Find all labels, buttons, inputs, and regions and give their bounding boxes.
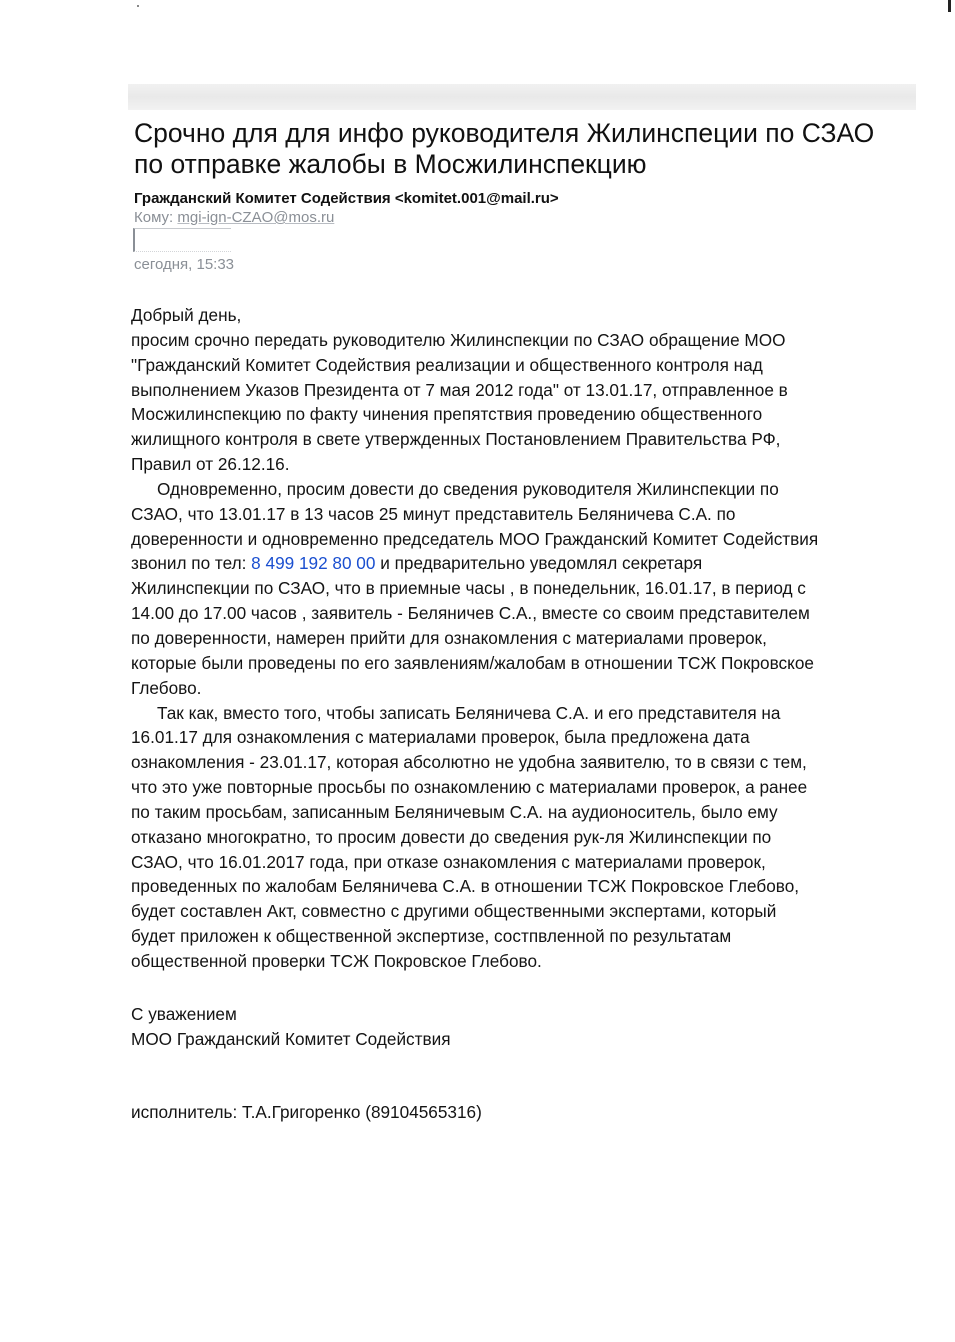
email-date: сегодня, 15:33	[134, 256, 235, 273]
recipient-address[interactable]: mgi-ign-CZAO@mos.ru	[177, 209, 335, 226]
attachment-placeholder	[133, 228, 231, 252]
paragraph-1-line: "Гражданский Комитет Содействия реализации и общественного контроля над	[131, 354, 763, 375]
subject-line: Срочно для для инфо руководителя Жилинспеции по СЗАО	[134, 118, 875, 148]
paragraph-3-line: проведенных по жалобам Беляничева С.А. в отношении ТСЖ Покровское Глебово,	[131, 876, 800, 897]
recipient-label: Кому:	[134, 209, 174, 226]
paragraph-3-line: по таким просьбам, записанным Беляничевым С.А. на аудионоситель, было ему	[131, 801, 778, 822]
email-body	[131, 303, 911, 974]
paragraph-3-line: будет приложен к общественной экспертизе, состпвленной по результатам	[131, 926, 732, 947]
scan-artifact-band	[128, 84, 916, 110]
paragraph-2-line: по доверенности, намерен прийти для ознакомления с материалами проверок,	[131, 627, 767, 648]
paragraph-1-line: просим срочно передать руководителю Жилинспекции по СЗАО обращение МОО	[131, 329, 786, 350]
paragraph-2-phone-line	[131, 551, 911, 576]
paragraph-1-line: жилищного контроля в свете утвержденных Постановлением Правительства РФ,	[131, 429, 781, 450]
paragraph-3-line: Так как, вместо того, чтобы записать Беляничева С.А. и его представителя на	[157, 702, 781, 723]
paragraph-3-line: отказано многократно, то просим довести до сведения рук-ля Жилинспекции по	[131, 826, 772, 847]
paragraph-3-line: общественной проверки ТСЖ Покровское Глебово.	[131, 950, 542, 971]
closing-org: МОО Гражданский Комитет Содействия	[131, 1029, 451, 1049]
paragraph-2-line: 14.00 до 17.00 часов , заявитель - Беляничев С.А., вместе со своим представителем	[131, 603, 810, 624]
scan-speck	[137, 5, 139, 7]
paragraph-2-line: Жилинспекции по СЗАО, что в приемные часы , в понедельник, 16.01.17, в период с	[131, 578, 806, 599]
paragraph-1-line: Мосжилинспекцию по факту чинения препятствия проведению общественного	[131, 404, 763, 425]
executor-line: исполнитель: Т.А.Григоренко (89104565316)	[131, 1102, 482, 1122]
email-sender[interactable]: Гражданский Комитет Содействия <komitet.001@mail.ru>	[134, 190, 559, 207]
paragraph-1-line: Правил от 26.12.16.	[131, 454, 290, 475]
greeting: Добрый день,	[131, 305, 242, 325]
closing-regards: С уважением	[131, 1004, 237, 1024]
paragraph-3-line: будет составлен Акт, совместно с другими общественными экспертами, который	[131, 901, 777, 922]
email-subject	[134, 118, 914, 180]
paragraph-2-line: доверенности и одновременно председатель МОО Гражданский Комитет Содействия	[131, 528, 819, 549]
email-recipient	[134, 209, 334, 226]
phone-prefix: звонил по тел:	[131, 553, 252, 574]
paragraph-1-line: выполнением Указов Президента от 7 мая 2012 года" от 13.01.17, отправленное в	[131, 379, 788, 400]
paragraph-3-line: что это уже повторные просьбы по ознакомлению с материалами проверок, а ранее	[131, 777, 808, 798]
subject-line: по отправке жалобы в Мосжилинспекцию	[134, 149, 647, 179]
signature-block	[131, 1002, 451, 1052]
paragraph-2-line: Глебово.	[131, 677, 202, 698]
paragraph-3-line: ознакомления - 23.01.17, которая абсолютно не удобна заявителю, то в связи с тем,	[131, 752, 807, 773]
paragraph-3-line: 16.01.17 для ознакомления с материалами проверок, была предложена дата	[131, 727, 750, 748]
paragraph-2-line: СЗАО, что 13.01.17 в 13 часов 25 минут представитель Беляничева С.А. по	[131, 503, 736, 524]
phone-suffix: и предварительно уведомлял секретаря	[375, 553, 703, 574]
paragraph-2-line: Одновременно, просим довести до сведения руководителя Жилинспекции по	[157, 478, 779, 499]
paragraph-3-line: СЗАО, что 16.01.2017 года, при отказе ознакомления с материалами проверок,	[131, 851, 766, 872]
phone-link[interactable]: 8 499 192 80 00	[251, 553, 376, 574]
paragraph-2-line: которые были проведены по его заявлениям/жалобам в отношении ТСЖ Покровское	[131, 652, 814, 673]
scan-edge-mark	[948, 0, 951, 12]
